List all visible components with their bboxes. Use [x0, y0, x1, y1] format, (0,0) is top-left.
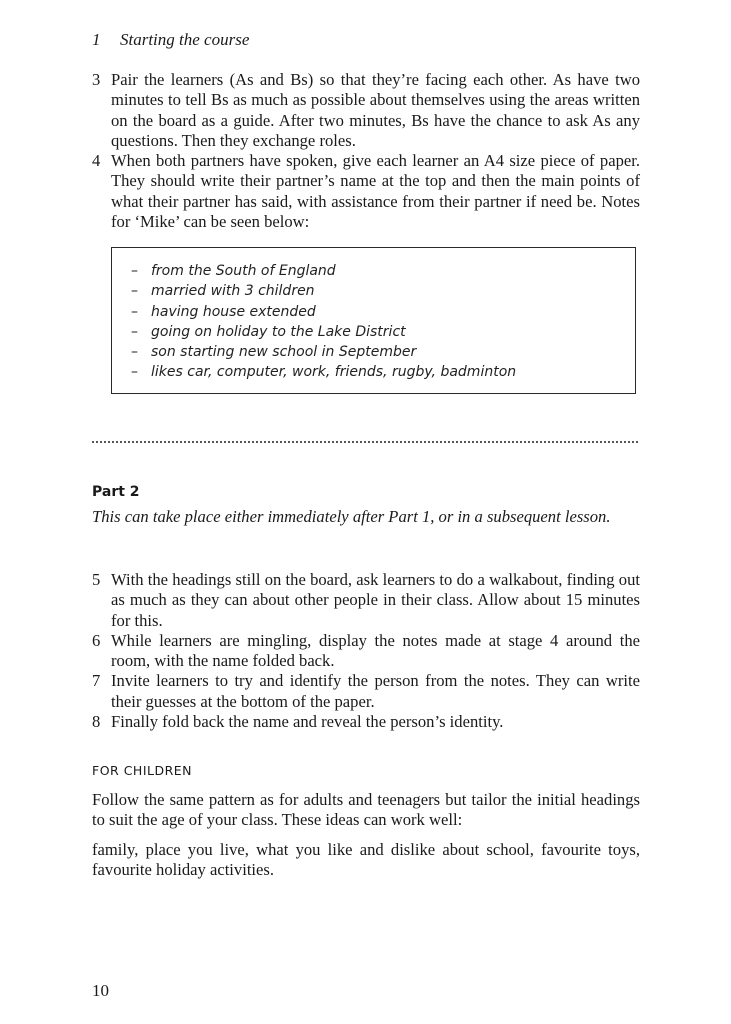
note-item	[131, 322, 516, 342]
step-item	[92, 631, 640, 672]
step-item	[92, 712, 640, 732]
chapter-title: Starting the course	[120, 30, 250, 49]
step-text: Finally fold back the name and reveal the person’s identity.	[111, 712, 504, 732]
headings-ideas-paragraph: family, place you live, what you like and dislike about school, favourite toys, favourite holiday activities.	[92, 840, 640, 880]
step-text: With the headings still on the board, ask learners to do a walkabout, finding out as much as they can about other people in their class. Allow about 15 minutes for this.	[111, 570, 640, 630]
step-item	[92, 70, 640, 151]
step-text: Invite learners to try and identify the person from the notes. They can write their guesses at the bottom of the paper.	[111, 671, 640, 711]
note-item	[131, 281, 516, 301]
part-intro: This can take place either immediately after Part 1, or in a subsequent lesson.	[92, 507, 611, 526]
for-children-paragraph: Follow the same pattern as for adults and teenagers but tailor the initial headings to suit the age of your class. These ideas can work well:	[92, 790, 640, 830]
for-children-heading: FOR CHILDREN	[92, 763, 193, 778]
note-item	[131, 302, 516, 322]
note-item	[131, 342, 516, 362]
step-number: 8	[92, 712, 101, 732]
step-item	[92, 570, 640, 631]
note-text: from the South of England	[151, 263, 336, 279]
dash-bullet: –	[131, 263, 138, 279]
step-text: Pair the learners (As and Bs) so that they’re facing each other. As have two minutes to tell Bs as much as possible about themselves using the areas written on the board as a guide. After two minutes, Bs have the chance to ask As any questions. Then they exchange roles.	[111, 70, 640, 150]
dash-bullet: –	[131, 323, 138, 340]
dash-bullet: –	[131, 364, 138, 381]
dash-bullet: –	[131, 283, 138, 300]
note-item	[131, 261, 516, 281]
step-item	[92, 151, 640, 232]
dotted-divider	[92, 441, 638, 443]
step-number: 4	[92, 151, 101, 171]
running-head	[92, 29, 249, 51]
step-text: While learners are mingling, display the notes made at stage 4 around the room, with the name folded back.	[111, 630, 640, 671]
part-heading: Part 2	[92, 484, 140, 500]
step-number: 5	[92, 570, 101, 589]
note-text: having house extended	[151, 303, 316, 320]
dash-bullet: –	[131, 344, 138, 361]
note-text: going on holiday to the Lake District	[151, 323, 406, 340]
dash-bullet: –	[131, 303, 138, 320]
notes-list	[131, 261, 516, 383]
note-text: married with 3 children	[151, 283, 315, 300]
steps-list-part2	[92, 570, 640, 732]
note-item	[131, 362, 516, 382]
step-text: When both partners have spoken, give each learner an A4 size piece of paper. They should write their partner’s name at the top and then the main points of what their partner has said, with assistance from their partner if need be. Notes for ‘Mike’ can be seen below:	[111, 151, 640, 232]
step-number: 6	[92, 630, 101, 650]
mike-notes-box	[111, 247, 636, 394]
note-text: likes car, computer, work, friends, rugby, badminton	[151, 364, 517, 381]
step-item	[92, 671, 640, 712]
book-page	[92, 0, 640, 1024]
step-number: 3	[92, 70, 101, 89]
note-text: son starting new school in September	[151, 344, 417, 361]
page-number: 10	[92, 981, 109, 1000]
step-number: 7	[92, 671, 101, 691]
chapter-number: 1	[92, 30, 101, 49]
steps-list-part1	[92, 70, 640, 232]
